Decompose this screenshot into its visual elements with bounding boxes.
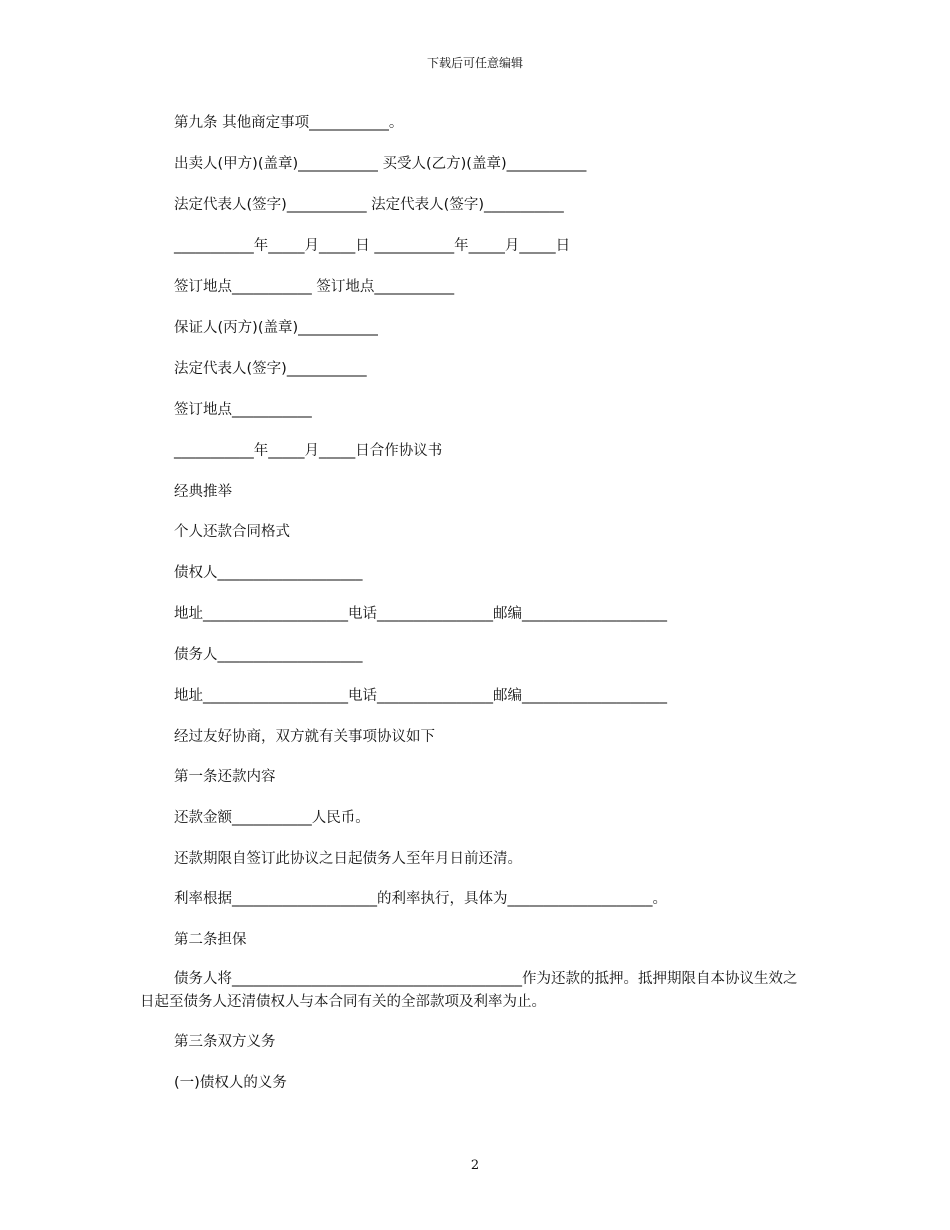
page-header: 下载后可任意编辑	[426, 56, 523, 70]
signature-dates: ___________年_____月_____日 ___________年_____月_____日	[174, 238, 571, 254]
page-number: 2	[470, 1158, 480, 1173]
signature-representatives: 法定代表人(签字)___________ 法定代表人(签字)___________	[174, 197, 564, 213]
clause-nine: 第九条 其他商定事项___________。	[174, 115, 404, 131]
date-and-title: ___________年_____月_____日合作协议书	[174, 443, 443, 459]
article-two-heading: 第二条担保	[174, 932, 247, 948]
signing-places: 签订地点___________ 签订地点___________	[174, 279, 455, 295]
guarantor-representative: 法定代表人(签字)___________	[174, 361, 367, 377]
debtor-field: 债务人____________________	[174, 647, 363, 663]
article-three-heading: 第三条双方义务	[174, 1034, 276, 1050]
interest-rate: 利率根据____________________的利率执行，具体为____________________。	[174, 891, 667, 907]
article-one-heading: 第一条还款内容	[174, 769, 276, 785]
collateral-paragraph: 债务人将________________________________________作为还款的抵押。抵押期限自本协议生效之日起至债务人还清债权人与本合同有关的全部款项及利率为止。	[140, 971, 798, 1010]
repayment-term: 还款期限自签订此协议之日起债务人至年月日前还清。	[174, 851, 522, 867]
creditor-address-field: 地址____________________电话________________邮编____________________	[174, 606, 667, 622]
contract-title: 个人还款合同格式	[174, 524, 290, 540]
guarantor-signing-place: 签订地点___________	[174, 402, 312, 418]
section-recommendation: 经典推举	[174, 484, 232, 500]
agreement-intro: 经过友好协商，双方就有关事项协议如下	[174, 729, 435, 745]
signature-parties: 出卖人(甲方)(盖章)___________ 买受人(乙方)(盖章)___________	[174, 156, 587, 172]
guarantor-seal: 保证人(丙方)(盖章)___________	[174, 320, 378, 336]
creditor-obligations-heading: (一)债权人的义务	[174, 1075, 287, 1091]
repayment-amount: 还款金额___________人民币。	[174, 810, 370, 826]
creditor-field: 债权人____________________	[174, 565, 363, 581]
debtor-address-field: 地址____________________电话________________邮编____________________	[174, 688, 667, 704]
